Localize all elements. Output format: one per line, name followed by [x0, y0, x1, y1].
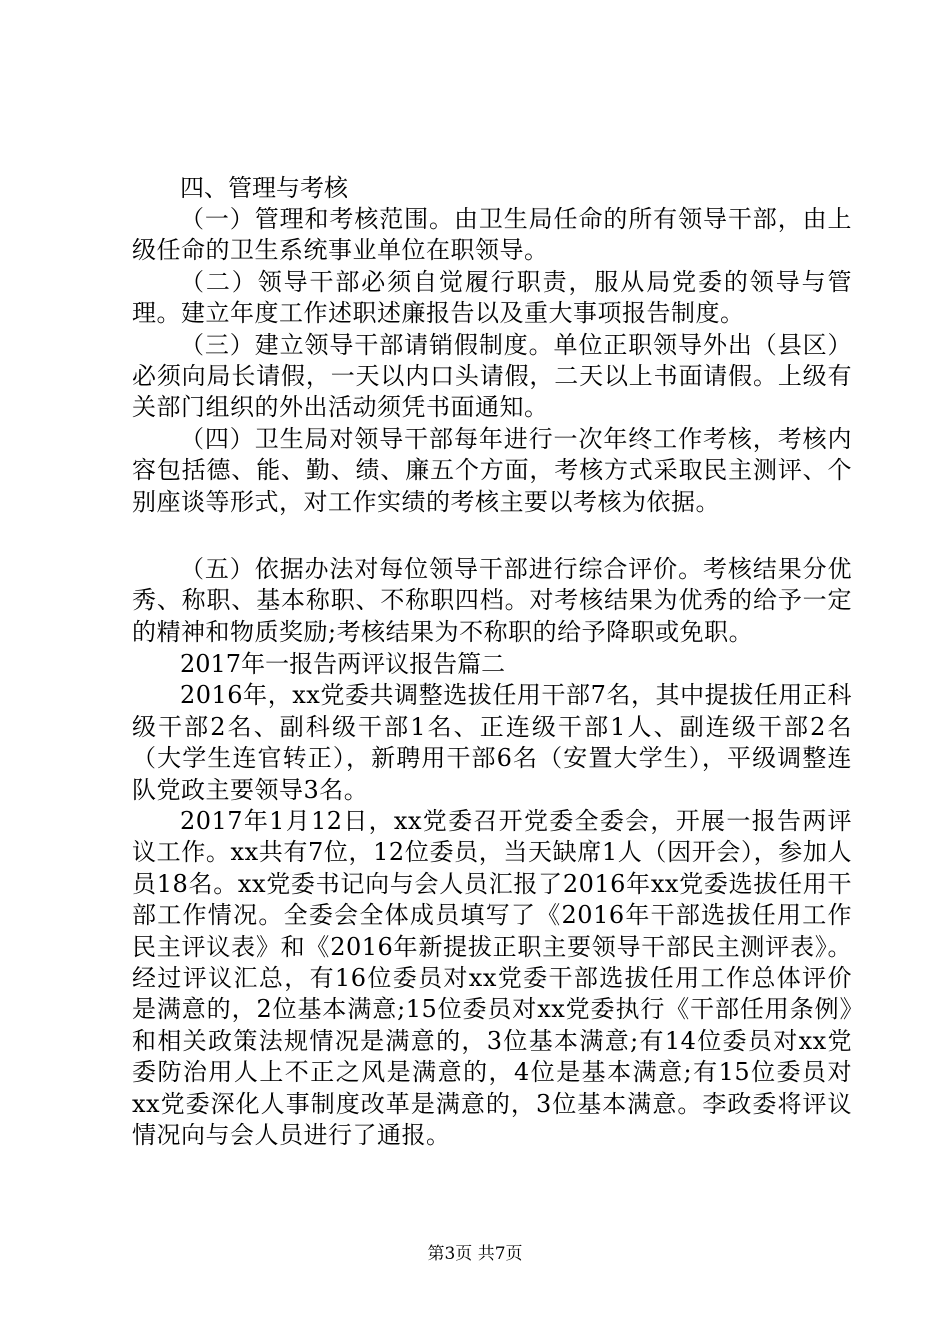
- paragraph-2: （二）领导干部必须自觉履行职责，服从局党委的领导与管理。建立年度工作述职述廉报告以及重大事项报告制度。: [132, 267, 852, 328]
- document-body: [132, 172, 852, 1151]
- part-two-heading: 2017年一报告两评议报告篇二: [180, 650, 506, 679]
- section-heading: 四、管理与考核: [180, 174, 348, 202]
- paragraph-3: （三）建立领导干部请销假制度。单位正职领导外出（县区）必须向局长请假，一天以内口头请假，二天以上书面请假。上级有关部门组织的外出活动须凭书面通知。: [132, 330, 852, 422]
- paragraph-5: （五）依据办法对每位领导干部进行综合评价。考核结果分优秀、称职、基本称职、不称职四档。对考核结果为优秀的给予一定的精神和物质奖励;考核结果为不称职的给予降职或免职。: [132, 555, 852, 646]
- page-footer: 第3页 共7页: [427, 1244, 523, 1264]
- paragraph-7: 2017年1月12日，xx党委召开党委全委会，开展一报告两评议工作。xx共有7位，12位委员，当天缺席1人（因开会），参加人员18名。xx党委书记向与会人员汇报了2016年xx党委选拔任用干部工作情况。全委会全体成员填写了《2016年干部选拔任用工作民主评议表》和《2016年新提拔正职主要领导干部民主测评表》。经过评议汇总，有16位委员对xx党委干部选拔任用工作总体评价是满意的，2位基本满意;15位委员对xx党委执行《干部任用条例》和相关政策法规情况是满意的，3位基本满意;有14位委员对xx党委防治用人上不正之风是满意的，4位是基本满意;有15位委员对xx党委深化人事制度改革是满意的，3位基本满意。李政委将评议情况向与会人员进行了通报。: [132, 806, 852, 1149]
- paragraph-1: （一）管理和考核范围。由卫生局任命的所有领导干部，由上级任命的卫生系统事业单位在职领导。: [132, 205, 852, 265]
- paragraph-gap: [132, 518, 852, 554]
- paragraph-6: 2016年，xx党委共调整选拔任用干部7名，其中提拔任用正科级干部2名、副科级干部1名、正连级干部1人、副连级干部2名（大学生连官转正），新聘用干部6名（安置大学生），平级调整连队党政主要领导3名。: [132, 681, 852, 804]
- paragraph-4: （四）卫生局对领导干部每年进行一次年终工作考核，考核内容包括德、能、勤、绩、廉五个方面，考核方式采取民主测评、个别座谈等形式，对工作实绩的考核主要以考核为依据。: [132, 424, 852, 516]
